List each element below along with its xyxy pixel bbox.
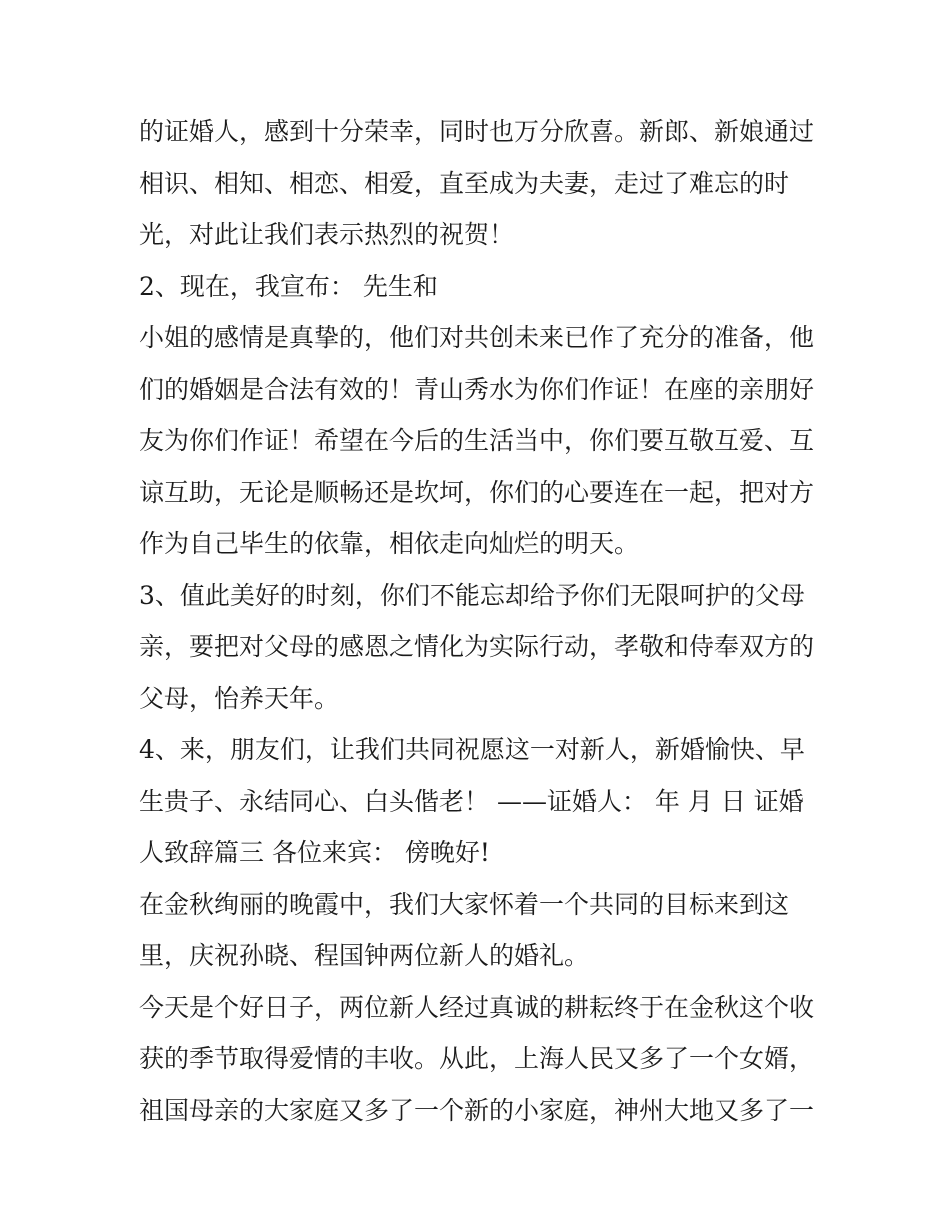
- text-line: 在金秋绚丽的晚霞中，我们大家怀着一个共同的目标来到这: [139, 889, 790, 919]
- text-line: 作为自己毕生的依靠，相依走向灿烂的明天。: [139, 529, 640, 558]
- text-line: 友为你们作证！希望在今后的生活当中，你们要互敬互爱、互: [139, 426, 815, 455]
- text-line: 生贵子、永结同心、白头偕老！ ——证婚人： 年 月 日 证婚: [139, 786, 804, 816]
- text-line: 里，庆祝孙晓、程国钟两位新人的婚礼。: [139, 941, 590, 970]
- text-line: 2、现在，我宣布： 先生和: [139, 271, 438, 301]
- body-text: [139, 106, 819, 1136]
- text-line: 相识、相知、相恋、相爱，直至成为夫妻，走过了难忘的时: [139, 168, 790, 198]
- text-line: 亲，要把对父母的感恩之情化为实际行动，孝敬和侍奉双方的: [139, 632, 815, 661]
- text-line: 获的季节取得爱情的丰收。从此，上海人民又多了一个女婿，: [139, 1044, 815, 1073]
- text-line: 祖国母亲的大家庭又多了一个新的小家庭，神州大地又多了一: [139, 1095, 815, 1125]
- text-line: 光，对此让我们表示热烈的祝贺！: [139, 220, 515, 249]
- text-line: 谅互助，无论是顺畅还是坎坷，你们的心要连在一起，把对方: [139, 477, 815, 507]
- text-line: 小姐的感情是真挚的，他们对共创未来已作了充分的准备，他: [139, 323, 815, 352]
- text-line: 3、值此美好的时刻，你们不能忘却给予你们无限呵护的父母: [139, 580, 805, 610]
- text-line: 人致辞篇三 各位来宾： 傍晚好!: [139, 838, 490, 867]
- text-line: 今天是个好日子，两位新人经过真诚的耕耘终于在金秋这个收: [139, 992, 815, 1022]
- text-line: 4、来，朋友们，让我们共同祝愿这一对新人，新婚愉快、早: [139, 735, 805, 764]
- text-line: 们的婚姻是合法有效的！青山秀水为你们作证！在座的亲朋好: [139, 374, 815, 404]
- text-line: 父母，怡养天年。: [139, 683, 340, 713]
- text-line: 的证婚人，感到十分荣幸，同时也万分欣喜。新郎、新娘通过: [139, 117, 815, 146]
